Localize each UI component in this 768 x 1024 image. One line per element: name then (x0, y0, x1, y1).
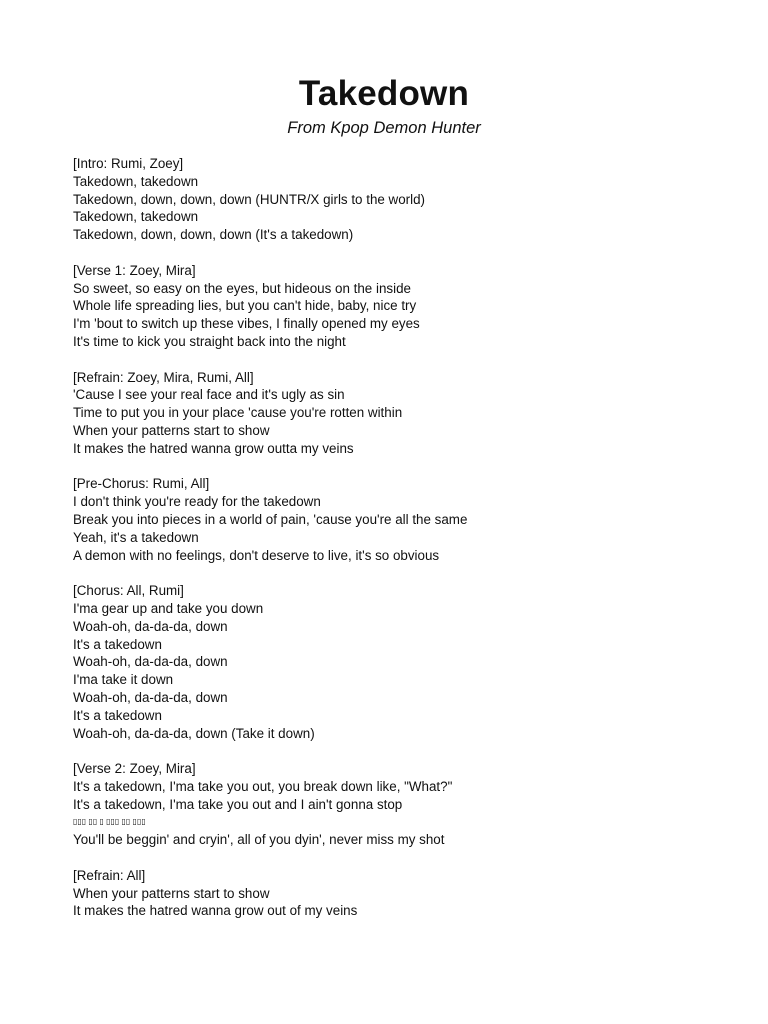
lyric-line: Break you into pieces in a world of pain, 'cause you're all the same (73, 511, 468, 527)
lyric-line: It's a takedown (73, 707, 162, 723)
lyric-line: Takedown, down, down, down (HUNTR/X girls to the world) (73, 191, 426, 207)
lyric-line: When your patterns start to show (73, 885, 270, 901)
lyric-line: When your patterns start to show (73, 422, 270, 438)
lyric-line: I don't think you're ready for the takedown (73, 494, 321, 510)
stanza-refrain (73, 369, 713, 458)
lyric-line: I'ma take it down (73, 672, 174, 688)
section-label: [Refrain: All] (73, 867, 146, 883)
section-label: [Pre-Chorus: Rumi, All] (73, 476, 210, 492)
stanza-pre-chorus (73, 475, 713, 564)
section-label: [Verse 1: Zoey, Mira] (73, 262, 196, 278)
stanza-verse-1 (73, 262, 713, 351)
lyric-line: I'ma gear up and take you down (73, 600, 264, 616)
lyric-line: You'll be beggin' and cryin', all of you dyin', never miss my shot (73, 832, 445, 848)
page-title: Takedown (298, 74, 470, 113)
lyric-line: Woah-oh, da-da-da, down (Take it down) (73, 725, 315, 741)
lyric-line-unrendered-glyphs: ▯▯▯ ▯▯ ▯ ▯▯▯ ▯▯ ▯▯▯ (73, 817, 146, 827)
section-label: [Verse 2: Zoey, Mira] (73, 761, 196, 777)
lyric-line: It's time to kick you straight back into the night (73, 333, 346, 349)
stanza-refrain-all (73, 867, 713, 920)
lyric-line: It makes the hatred wanna grow outta my veins (73, 440, 354, 456)
lyric-line: 'Cause I see your real face and it's ugly as sin (73, 387, 345, 403)
lyric-line: A demon with no feelings, don't deserve to live, it's so obvious (73, 547, 440, 563)
lyric-line: Takedown, takedown (73, 209, 199, 225)
lyric-line: Time to put you in your place 'cause you're rotten within (73, 405, 403, 421)
lyric-line: Yeah, it's a takedown (73, 529, 199, 545)
section-label: [Intro: Rumi, Zoey] (73, 156, 184, 171)
lyric-line: I'm 'bout to switch up these vibes, I finally opened my eyes (73, 316, 420, 332)
lyric-line: It's a takedown (73, 636, 162, 652)
stanza-intro (73, 155, 713, 244)
lyric-line: Woah-oh, da-da-da, down (73, 618, 228, 634)
section-label: [Chorus: All, Rumi] (73, 583, 184, 599)
lyric-line: Woah-oh, da-da-da, down (73, 654, 228, 670)
page-subtitle: From Kpop Demon Hunter (287, 119, 481, 137)
lyric-line: It's a takedown, I'ma take you out and I ain't gonna stop (73, 796, 403, 812)
lyric-line: It's a takedown, I'ma take you out, you break down like, "What?" (73, 778, 453, 794)
section-label: [Refrain: Zoey, Mira, Rumi, All] (73, 369, 254, 385)
stanza-chorus (73, 582, 713, 742)
lyric-line: Whole life spreading lies, but you can't hide, baby, nice try (73, 298, 417, 314)
lyric-line: So sweet, so easy on the eyes, but hideous on the inside (73, 280, 411, 296)
lyrics-body (73, 155, 713, 938)
lyric-line: Takedown, takedown (73, 173, 199, 189)
lyric-line: Takedown, down, down, down (It's a takedown) (73, 227, 354, 243)
stanza-verse-2 (73, 760, 713, 849)
lyric-line: Woah-oh, da-da-da, down (73, 689, 228, 705)
lyric-line: It makes the hatred wanna grow out of my veins (73, 903, 358, 919)
